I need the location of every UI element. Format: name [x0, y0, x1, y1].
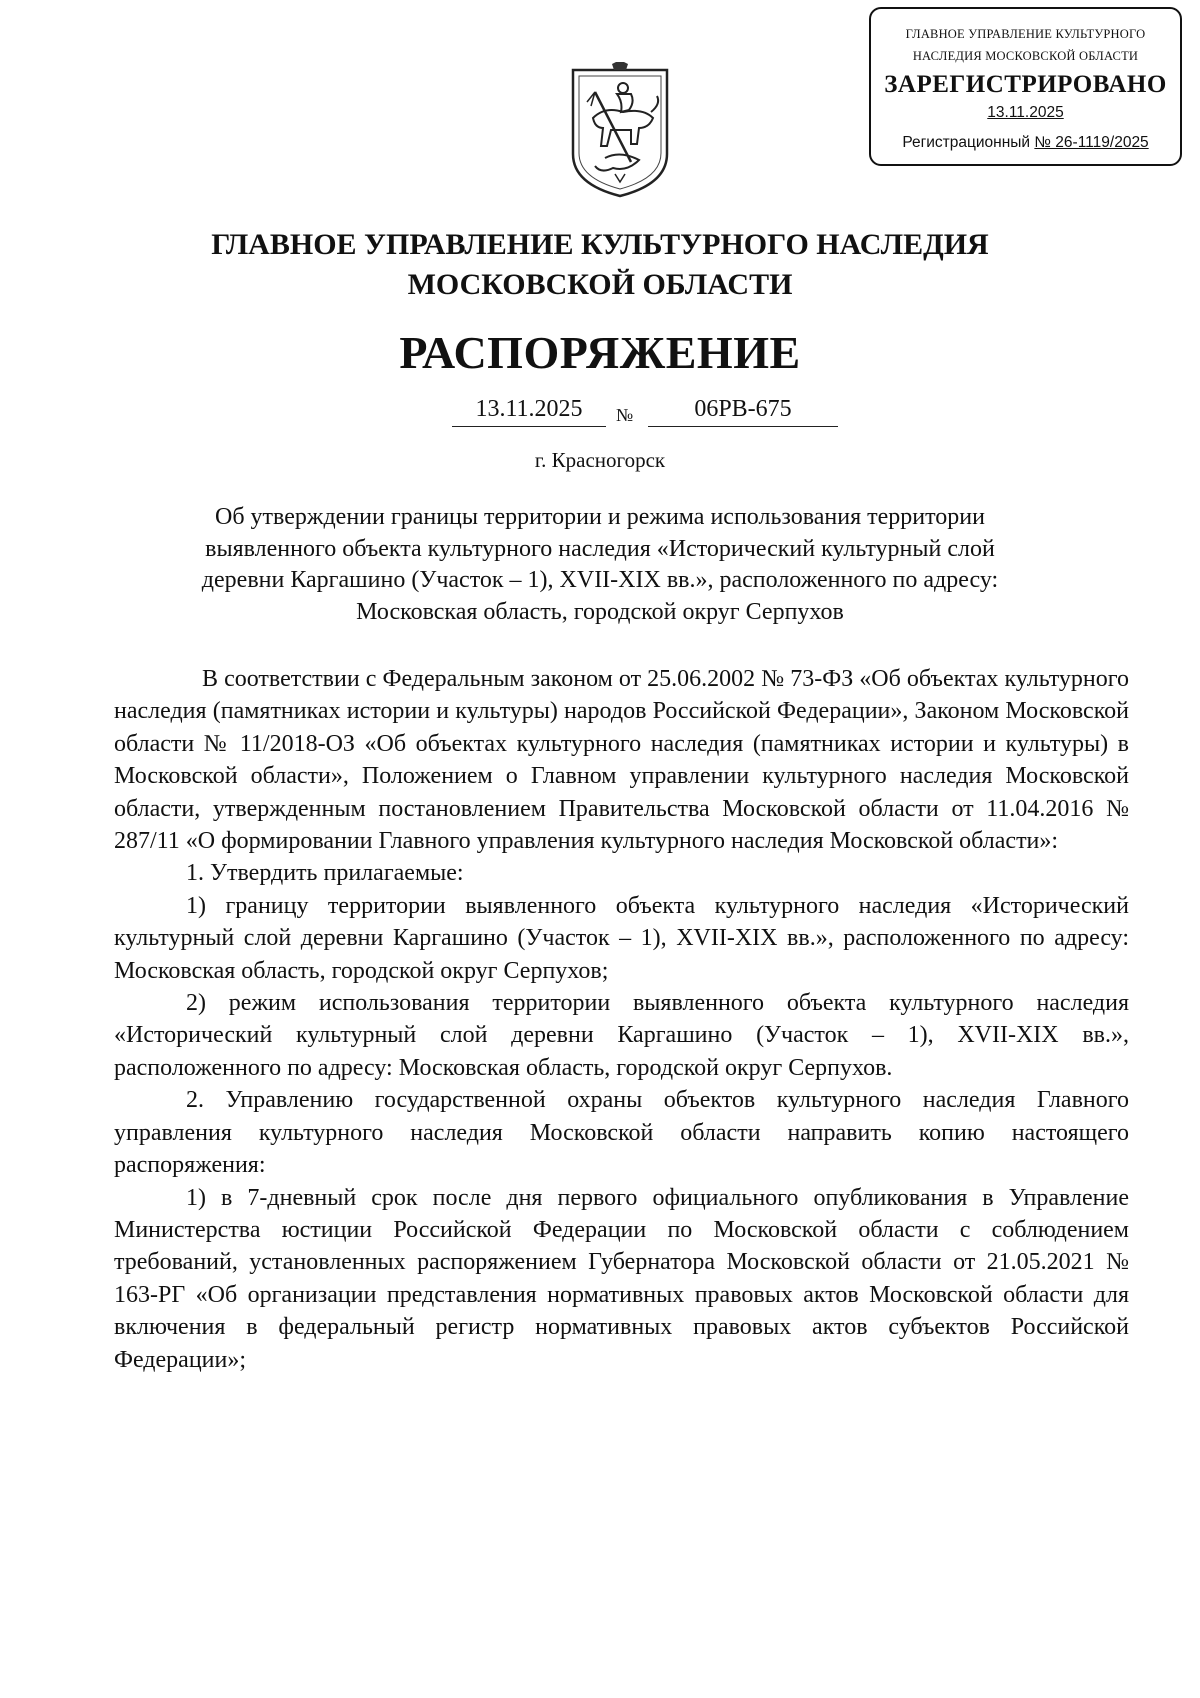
subject-line-3: деревни Каргашино (Участок – 1), XVII-XIX вв.», расположенного по адресу: [201, 567, 999, 593]
document-number: 06РВ-675 [648, 394, 838, 427]
stamp-org-line-1: ГЛАВНОЕ УПРАВЛЕНИЕ КУЛЬТУРНОГО [905, 27, 1146, 41]
subject-line-2: выявленного объекта культурного наследия «Исторический культурный слой [205, 535, 995, 562]
clause-2: 2. Управлению государственной охраны объектов культурного наследия Главного управления культурного наследия Московской области направить копию настоящего распоряжения: [114, 1087, 1129, 1179]
stamp-registration-number [871, 132, 1180, 154]
stamp-date: 13.11.2025 [987, 104, 1064, 121]
subject-line-1: Об утверждении границы территории и режима использования территории [215, 504, 985, 530]
organization-title-line-2: МОСКОВСКОЙ ОБЛАСТИ [407, 268, 793, 301]
stamp-reg-label: Регистрационный [902, 134, 1035, 151]
stamp-org-line-2: НАСЛЕДИЯ МОСКОВСКОЙ ОБЛАСТИ [912, 49, 1139, 63]
clause-1-subitem-1: 1) границу территории выявленного объекта культурного наследия «Исторический культурный слой деревни Каргашино (Участок – 1), XVII-XIX вв.», расположенного по адресу: Московская область, городской округ Серпухов; [114, 892, 1129, 984]
organization-title-line-1: ГЛАВНОЕ УПРАВЛЕНИЕ КУЛЬТУРНОГО НАСЛЕДИЯ [211, 228, 989, 261]
organization-title [100, 225, 1100, 305]
subject-line-4: Московская область, городской округ Серпухов [356, 598, 844, 625]
clause-2-subitem-1: 1) в 7-дневный срок после дня первого официального опубликования в Управление Министерства юстиции Российской Федерации по Московской области с соблюдением требований, установленных распоряжением Губернатора Московской области от 21.05.2021 № 163-РГ «Об организации представления нормативных правовых актов Московской области для включения в федеральный регистр нормативных правовых актов субъектов Российской Федерации»; [114, 1184, 1129, 1373]
registration-stamp [869, 7, 1182, 166]
document-date: 13.11.2025 [452, 394, 606, 427]
stamp-organization [871, 22, 1180, 68]
document-type: РАСПОРЯЖЕНИЕ [399, 327, 801, 378]
document-subject [150, 502, 1050, 628]
stamp-reg-number: № 26-1119/2025 [1034, 134, 1149, 151]
clause-1: 1. Утвердить прилагаемые: [186, 860, 464, 887]
document-body [114, 663, 1129, 1376]
moscow-oblast-coat-of-arms-icon [565, 62, 675, 200]
preamble-paragraph: В соответствии с Федеральным законом от 25.06.2002 № 73-ФЗ «Об объектах культурного наследия (памятниках истории и культуры) народов Российской Федерации», Законом Московской области № 11/2018-ОЗ «Об объектах культурного наследия (памятниках истории и культуры) в Московской области», Положением о Главном управлении культурного наследия Московской области, утвержденным постановлением Правительства Московской области от 11.04.2016 № 287/11 «О формировании Главного управления культурного наследия Московской области»: [114, 666, 1129, 855]
number-sign: № [616, 405, 634, 425]
document-date-number [452, 394, 838, 430]
document-city: г. Красногорск [534, 448, 666, 472]
clause-1-subitem-2: 2) режим использования территории выявленного объекта культурного наследия «Исторический культурный слой деревни Каргашино (Участок – 1), XVII-XIX вв.», расположенного по адресу: Московская область, городской округ Серпухов. [114, 990, 1129, 1081]
stamp-status: ЗАРЕГИСТРИРОВАНО [884, 71, 1167, 98]
